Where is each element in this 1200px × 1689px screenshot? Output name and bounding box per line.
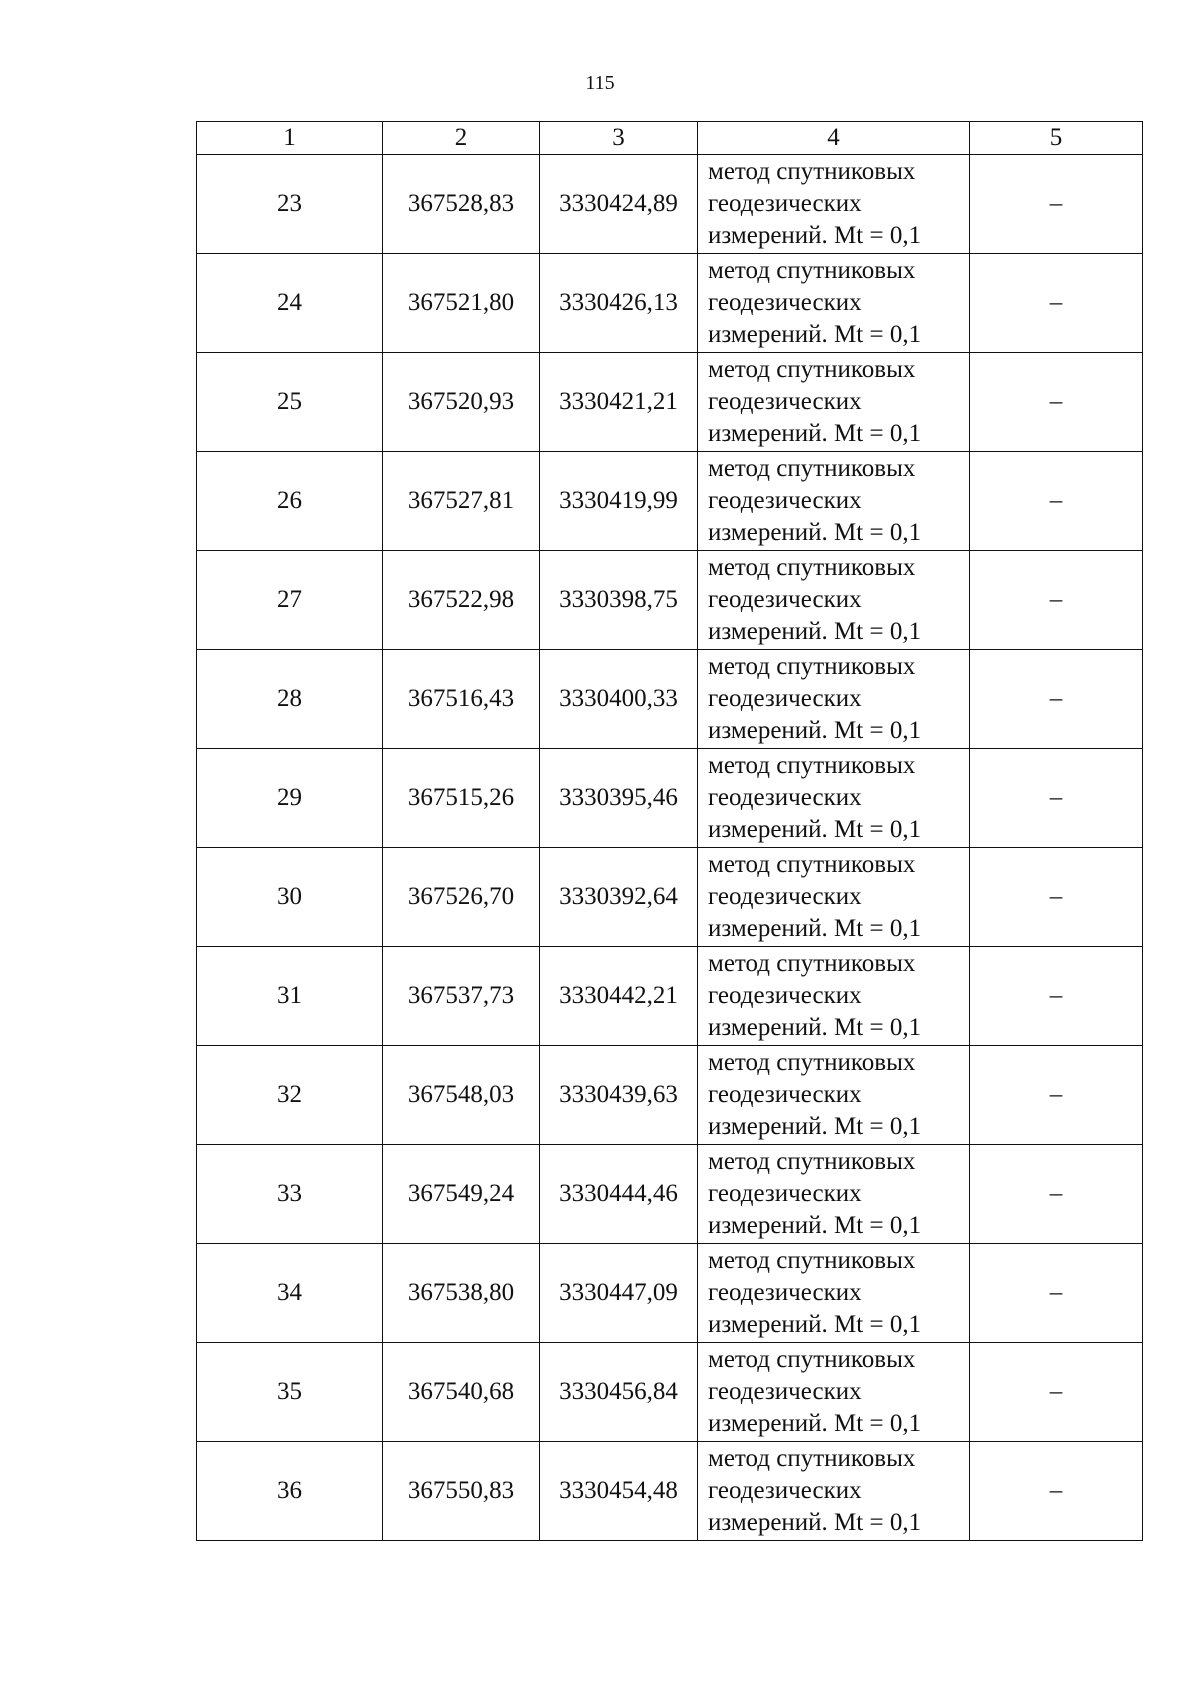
y-coordinate-cell: 3330439,63 (540, 1046, 698, 1145)
method-text-line: метод спутниковых (708, 752, 916, 779)
method-text-line: метод спутниковых (708, 1346, 916, 1373)
table-row (197, 353, 1143, 452)
table-header (197, 122, 1143, 155)
method-text-line: метод спутниковых (708, 554, 916, 581)
method-text-line: метод спутниковых (708, 653, 916, 680)
table-row (197, 947, 1143, 1046)
note-cell: – (970, 650, 1143, 749)
y-coordinate-cell: 3330395,46 (540, 749, 698, 848)
table-row (197, 1343, 1143, 1442)
method-text-line: измерений. Mt = 0,1 (708, 1014, 922, 1041)
method-text-line: метод спутниковых (708, 1148, 916, 1175)
table-row (197, 1046, 1143, 1145)
method-text-line: геодезических (708, 1378, 862, 1405)
method-text-line: измерений. Mt = 0,1 (708, 1113, 922, 1140)
y-coordinate-cell: 3330454,48 (540, 1442, 698, 1541)
x-coordinate-cell: 367549,24 (383, 1145, 540, 1244)
table-row (197, 749, 1143, 848)
method-text-line: измерений. Mt = 0,1 (708, 222, 922, 249)
method-text-line: измерений. Mt = 0,1 (708, 420, 922, 447)
method-text-line: измерений. Mt = 0,1 (708, 519, 922, 546)
x-coordinate-cell: 367528,83 (383, 155, 540, 254)
note-cell: – (970, 353, 1143, 452)
method-cell (698, 1442, 970, 1541)
point-number-cell: 26 (197, 452, 383, 551)
point-number-cell: 32 (197, 1046, 383, 1145)
table-row (197, 1145, 1143, 1244)
method-text-line: измерений. Mt = 0,1 (708, 1410, 922, 1437)
method-text-line: метод спутниковых (708, 257, 916, 284)
point-number-cell: 35 (197, 1343, 383, 1442)
method-cell (698, 1343, 970, 1442)
point-number-cell: 27 (197, 551, 383, 650)
table-row (197, 551, 1143, 650)
method-text-line: метод спутниковых (708, 1445, 916, 1472)
table-row (197, 155, 1143, 254)
table-row (197, 848, 1143, 947)
x-coordinate-cell: 367516,43 (383, 650, 540, 749)
method-cell (698, 452, 970, 551)
method-text-line: геодезических (708, 190, 862, 217)
note-cell: – (970, 1343, 1143, 1442)
x-coordinate-cell: 367550,83 (383, 1442, 540, 1541)
method-cell (698, 1145, 970, 1244)
y-coordinate-cell: 3330400,33 (540, 650, 698, 749)
x-coordinate-cell: 367522,98 (383, 551, 540, 650)
method-text-line: метод спутниковых (708, 950, 916, 977)
method-text-line: геодезических (708, 1081, 862, 1108)
header-cell-3: 3 (540, 122, 698, 155)
method-text-line: геодезических (708, 982, 862, 1009)
x-coordinate-cell: 367520,93 (383, 353, 540, 452)
x-coordinate-cell: 367515,26 (383, 749, 540, 848)
method-text-line: метод спутниковых (708, 1247, 916, 1274)
y-coordinate-cell: 3330426,13 (540, 254, 698, 353)
x-coordinate-cell: 367540,68 (383, 1343, 540, 1442)
note-cell: – (970, 551, 1143, 650)
method-text-line: измерений. Mt = 0,1 (708, 717, 922, 744)
table-row (197, 1244, 1143, 1343)
method-text-line: метод спутниковых (708, 1049, 916, 1076)
method-text-line: геодезических (708, 487, 862, 514)
y-coordinate-cell: 3330392,64 (540, 848, 698, 947)
point-number-cell: 30 (197, 848, 383, 947)
page-number: 115 (585, 72, 615, 94)
point-number-cell: 25 (197, 353, 383, 452)
header-cell-4: 4 (698, 122, 970, 155)
method-text-line: геодезических (708, 883, 862, 910)
method-cell (698, 947, 970, 1046)
method-cell (698, 155, 970, 254)
table-row (197, 650, 1143, 749)
method-cell (698, 1046, 970, 1145)
method-text-line: измерений. Mt = 0,1 (708, 816, 922, 843)
method-cell (698, 749, 970, 848)
method-text-line: измерений. Mt = 0,1 (708, 321, 922, 348)
y-coordinate-cell: 3330419,99 (540, 452, 698, 551)
y-coordinate-cell: 3330424,89 (540, 155, 698, 254)
note-cell: – (970, 1145, 1143, 1244)
method-text-line: геодезических (708, 685, 862, 712)
method-text-line: геодезических (708, 1279, 862, 1306)
table-row (197, 1442, 1143, 1541)
method-cell (698, 650, 970, 749)
table-body (197, 155, 1143, 1541)
method-text-line: метод спутниковых (708, 356, 916, 383)
method-text-line: геодезических (708, 586, 862, 613)
y-coordinate-cell: 3330444,46 (540, 1145, 698, 1244)
method-text-line: геодезических (708, 289, 862, 316)
method-text-line: геодезических (708, 1477, 862, 1504)
method-cell (698, 353, 970, 452)
point-number-cell: 29 (197, 749, 383, 848)
note-cell: – (970, 947, 1143, 1046)
point-number-cell: 24 (197, 254, 383, 353)
method-text-line: измерений. Mt = 0,1 (708, 1311, 922, 1338)
method-cell (698, 1244, 970, 1343)
coordinates-table (196, 121, 1143, 1541)
method-text-line: метод спутниковых (708, 455, 916, 482)
x-coordinate-cell: 367548,03 (383, 1046, 540, 1145)
y-coordinate-cell: 3330442,21 (540, 947, 698, 1046)
x-coordinate-cell: 367526,70 (383, 848, 540, 947)
method-text-line: геодезических (708, 784, 862, 811)
y-coordinate-cell: 3330421,21 (540, 353, 698, 452)
point-number-cell: 28 (197, 650, 383, 749)
x-coordinate-cell: 367538,80 (383, 1244, 540, 1343)
point-number-cell: 23 (197, 155, 383, 254)
note-cell: – (970, 1046, 1143, 1145)
x-coordinate-cell: 367527,81 (383, 452, 540, 551)
table-row (197, 452, 1143, 551)
note-cell: – (970, 848, 1143, 947)
method-cell (698, 848, 970, 947)
note-cell: – (970, 254, 1143, 353)
note-cell: – (970, 155, 1143, 254)
point-number-cell: 31 (197, 947, 383, 1046)
method-text-line: метод спутниковых (708, 851, 916, 878)
header-cell-5: 5 (970, 122, 1143, 155)
method-text-line: метод спутниковых (708, 158, 916, 185)
point-number-cell: 33 (197, 1145, 383, 1244)
header-cell-2: 2 (383, 122, 540, 155)
method-text-line: измерений. Mt = 0,1 (708, 618, 922, 645)
method-cell (698, 551, 970, 650)
method-cell (698, 254, 970, 353)
y-coordinate-cell: 3330398,75 (540, 551, 698, 650)
note-cell: – (970, 1244, 1143, 1343)
x-coordinate-cell: 367537,73 (383, 947, 540, 1046)
note-cell: – (970, 749, 1143, 848)
method-text-line: измерений. Mt = 0,1 (708, 1509, 922, 1536)
note-cell: – (970, 1442, 1143, 1541)
header-cell-1: 1 (197, 122, 383, 155)
method-text-line: геодезических (708, 1180, 862, 1207)
point-number-cell: 34 (197, 1244, 383, 1343)
method-text-line: измерений. Mt = 0,1 (708, 1212, 922, 1239)
y-coordinate-cell: 3330447,09 (540, 1244, 698, 1343)
point-number-cell: 36 (197, 1442, 383, 1541)
note-cell: – (970, 452, 1143, 551)
y-coordinate-cell: 3330456,84 (540, 1343, 698, 1442)
x-coordinate-cell: 367521,80 (383, 254, 540, 353)
method-text-line: измерений. Mt = 0,1 (708, 915, 922, 942)
table-row (197, 254, 1143, 353)
table-header-row (197, 122, 1143, 155)
method-text-line: геодезических (708, 388, 862, 415)
